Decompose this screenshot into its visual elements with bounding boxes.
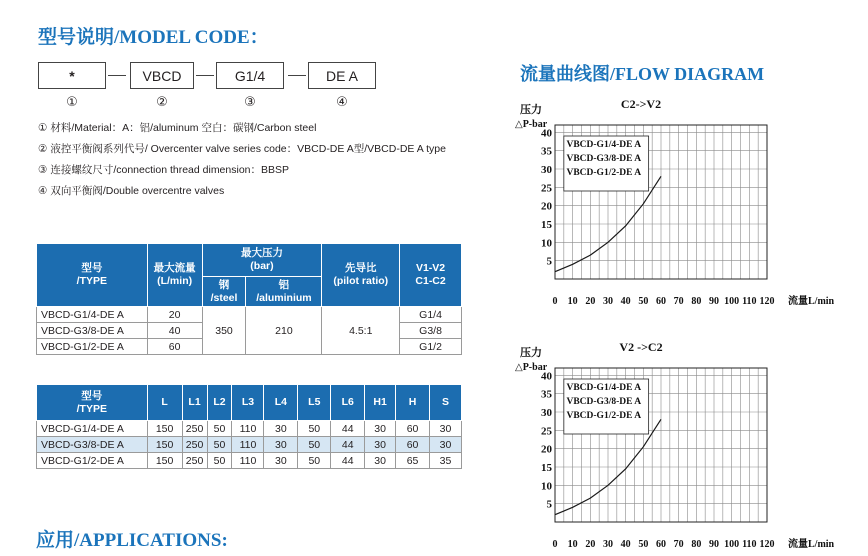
note-series: ② 液控平衡阀系列代号/ Overcenter valve series code：VBCD-DE A型/VBCD-DE A type <box>38 143 446 155</box>
spec-cell-steel: 350 <box>202 307 246 355</box>
x-tick-label: 30 <box>603 539 613 550</box>
y-tick-label: 25 <box>541 182 552 195</box>
note-material: ① 材料/Material：A：铝/aluminum 空白：碳钢/Carbon steel <box>38 122 317 134</box>
x-tick-label: 120 <box>759 296 775 307</box>
dim-header: S <box>429 385 461 421</box>
spec-header-ports: V1-V2 C1-C2 <box>400 244 462 307</box>
x-tick-label: 90 <box>709 539 719 550</box>
spec-cell-flow: 40 <box>147 323 202 339</box>
code-box-thread: G1/4 <box>216 62 284 89</box>
dim-cell: 30 <box>264 453 298 469</box>
x-tick-label: 80 <box>691 539 702 550</box>
dim-header: L4 <box>264 385 298 421</box>
marker-1: ① <box>66 94 78 109</box>
chart-title: V2 ->C2 <box>619 340 663 354</box>
spec-header-type: 型号 /TYPE <box>37 244 148 307</box>
x-tick-label: 0 <box>552 539 558 550</box>
x-tick-label: 110 <box>742 296 757 307</box>
spec-header-steel: 钢 /steel <box>202 277 246 307</box>
chart-title: C2->V2 <box>620 97 662 111</box>
spec-cell-flow: 20 <box>147 307 202 323</box>
y-tick-label: 40 <box>541 127 552 140</box>
dim-cell: 30 <box>264 421 298 437</box>
dim-cell: 30 <box>365 453 396 469</box>
dim-cell: 30 <box>264 437 298 453</box>
legend-entry: VBCD-G1/2-DE A <box>566 168 642 178</box>
dim-header: L <box>147 385 182 421</box>
dim-cell: 44 <box>331 437 365 453</box>
code-box-type: DE A <box>308 62 376 89</box>
x-tick-label: 50 <box>638 539 649 550</box>
legend-entry: VBCD-G1/2-DE A <box>566 411 642 421</box>
dim-cell: 250 <box>182 437 207 453</box>
x-tick-label: 120 <box>759 539 775 550</box>
dim-cell: 150 <box>147 421 182 437</box>
marker-3: ③ <box>244 94 256 109</box>
dim-header: L5 <box>298 385 331 421</box>
y-tick-label: 25 <box>541 425 552 438</box>
x-tick-label: 100 <box>724 296 740 307</box>
dim-cell: 50 <box>298 421 331 437</box>
dim-cell: 110 <box>232 453 264 469</box>
dim-cell: 50 <box>207 453 232 469</box>
x-axis-label: 流量L/min <box>788 296 835 307</box>
dim-cell: 110 <box>232 437 264 453</box>
spec-header-pressure: 最大压力 (bar) <box>202 244 322 277</box>
dim-cell: 44 <box>331 421 365 437</box>
spec-table <box>36 243 462 355</box>
dim-header: L3 <box>232 385 264 421</box>
x-tick-label: 10 <box>567 539 578 550</box>
legend-entry: VBCD-G1/4-DE A <box>566 383 642 393</box>
code-dash <box>288 75 306 76</box>
flow-chart-c2-v2 <box>510 92 860 310</box>
code-dash <box>196 75 214 76</box>
x-tick-label: 10 <box>567 296 578 307</box>
spec-cell-aluminium: 210 <box>246 307 322 355</box>
dim-cell: 50 <box>207 437 232 453</box>
dim-cell: 44 <box>331 453 365 469</box>
dim-cell-type: VBCD-G1/4-DE A <box>37 421 148 437</box>
y-tick-label: 10 <box>541 480 552 493</box>
y-tick-label: 20 <box>541 443 552 456</box>
x-tick-label: 40 <box>620 539 631 550</box>
dim-header: L1 <box>182 385 207 421</box>
spec-header-flow: 最大流量 (L/min) <box>147 244 202 307</box>
legend-entry: VBCD-G3/8-DE A <box>566 397 642 407</box>
legend-entry: VBCD-G3/8-DE A <box>566 154 642 164</box>
x-tick-label: 80 <box>691 296 702 307</box>
dim-cell: 30 <box>365 421 396 437</box>
dim-header: L6 <box>331 385 365 421</box>
flow-chart-v2-c2 <box>510 335 860 553</box>
x-tick-label: 30 <box>603 296 613 307</box>
y-tick-label: 5 <box>546 498 552 511</box>
dim-cell: 150 <box>147 437 182 453</box>
x-tick-label: 100 <box>724 539 740 550</box>
marker-4: ④ <box>336 94 348 109</box>
dim-cell: 30 <box>429 437 461 453</box>
x-tick-label: 50 <box>638 296 649 307</box>
y-tick-label: 35 <box>541 388 552 401</box>
dim-cell: 150 <box>147 453 182 469</box>
dim-header: H1 <box>365 385 396 421</box>
spec-cell-type: VBCD-G3/8-DE A <box>37 323 148 339</box>
dim-header: L2 <box>207 385 232 421</box>
dim-cell: 110 <box>232 421 264 437</box>
y-axis-label: △P-bar <box>515 119 548 130</box>
dim-header: H <box>396 385 430 421</box>
x-tick-label: 20 <box>585 539 596 550</box>
spec-cell-port: G1/2 <box>400 339 462 355</box>
spec-cell-flow: 60 <box>147 339 202 355</box>
code-dash <box>108 75 126 76</box>
x-tick-label: 60 <box>656 539 666 550</box>
spec-cell-type: VBCD-G1/4-DE A <box>37 307 148 323</box>
x-tick-label: 40 <box>620 296 631 307</box>
y-tick-label: 20 <box>541 200 552 213</box>
spec-cell-port: G3/8 <box>400 323 462 339</box>
flow-diagram-title: 流量曲线图/FLOW DIAGRAM <box>520 64 765 84</box>
x-tick-label: 0 <box>552 296 558 307</box>
x-tick-label: 110 <box>742 539 757 550</box>
dim-cell: 250 <box>182 453 207 469</box>
y-tick-label: 10 <box>541 237 552 250</box>
code-box-series: VBCD <box>130 62 194 89</box>
y-tick-label: 40 <box>541 370 552 383</box>
dim-cell: 30 <box>429 421 461 437</box>
y-tick-label: 15 <box>541 219 552 231</box>
spec-header-pilot: 先导比 (pilot ratio) <box>322 244 400 307</box>
dim-cell: 30 <box>365 437 396 453</box>
dimension-table <box>36 384 462 469</box>
x-tick-label: 70 <box>673 539 684 550</box>
dim-cell: 65 <box>396 453 430 469</box>
y-axis-label: 压力 <box>520 347 542 359</box>
spec-cell-pilot: 4.5:1 <box>322 307 400 355</box>
x-axis-label: 流量L/min <box>788 539 835 550</box>
code-box-material: * <box>38 62 106 89</box>
x-tick-label: 20 <box>585 296 596 307</box>
dim-cell: 50 <box>298 437 331 453</box>
note-double: ④ 双向平衡阀/Double overcentre valves <box>38 185 225 197</box>
dim-cell: 35 <box>429 453 461 469</box>
model-code-title: 型号说明/MODEL CODE： <box>38 27 269 48</box>
legend-entry: VBCD-G1/4-DE A <box>566 140 642 150</box>
dim-header-type: 型号 /TYPE <box>37 385 148 421</box>
y-tick-label: 5 <box>546 255 552 268</box>
dim-cell-type: VBCD-G1/2-DE A <box>37 453 148 469</box>
y-tick-label: 30 <box>541 164 552 176</box>
dim-cell: 50 <box>207 421 232 437</box>
dim-cell: 60 <box>396 421 430 437</box>
y-axis-label: △P-bar <box>515 362 548 373</box>
applications-title: 应用/APPLICATIONS: <box>36 530 228 551</box>
y-tick-label: 15 <box>541 462 552 474</box>
dim-cell-type: VBCD-G3/8-DE A <box>37 437 148 453</box>
dim-cell: 250 <box>182 421 207 437</box>
dim-cell: 60 <box>396 437 430 453</box>
y-tick-label: 35 <box>541 145 552 158</box>
x-tick-label: 90 <box>709 296 719 307</box>
y-tick-label: 30 <box>541 407 552 419</box>
spec-cell-port: G1/4 <box>400 307 462 323</box>
y-axis-label: 压力 <box>520 104 542 116</box>
marker-2: ② <box>156 94 168 109</box>
dim-cell: 50 <box>298 453 331 469</box>
x-tick-label: 60 <box>656 296 666 307</box>
note-thread: ③ 连接螺纹尺寸/connection thread dimension：BBSP <box>38 164 290 176</box>
spec-cell-type: VBCD-G1/2-DE A <box>37 339 148 355</box>
spec-header-aluminium: 铝 /aluminium <box>246 277 322 307</box>
x-tick-label: 70 <box>673 296 684 307</box>
